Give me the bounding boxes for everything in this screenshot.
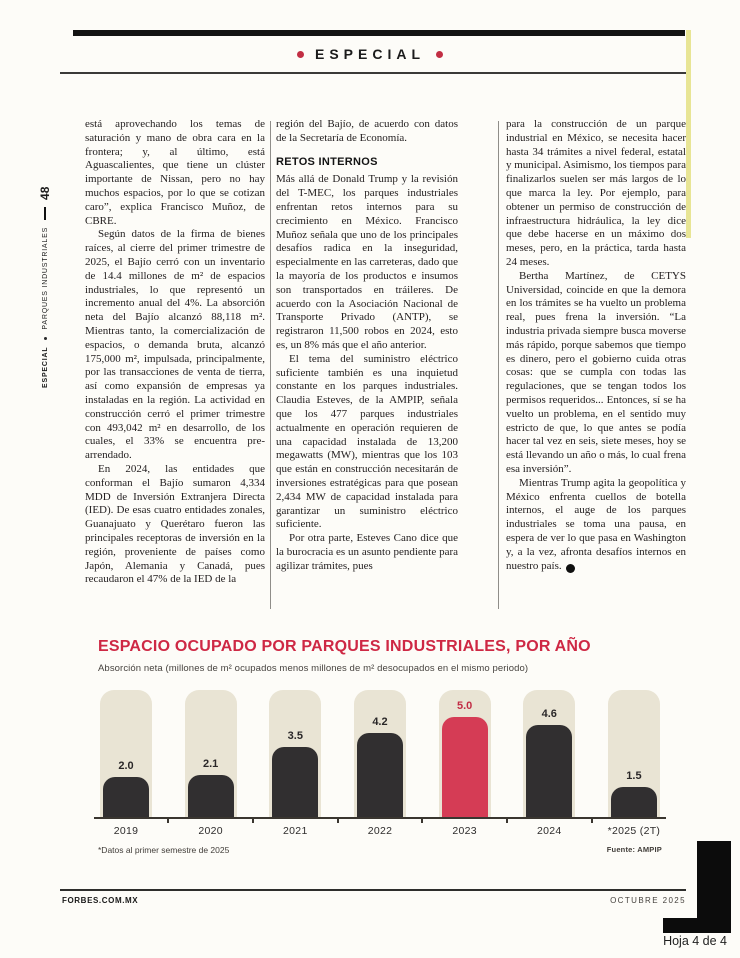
x-axis-tick [506,817,508,823]
paragraph: Por otra parte, Esteves Cano dice que la burocracia es un asunto pendiente para agilizar trámites, pues [276,532,458,572]
bar-value-label: 3.5 [287,730,303,742]
x-axis-tick-label: 2021 [283,825,308,837]
x-axis-tick-label: 2022 [367,825,393,837]
bar-value [526,725,572,817]
sidebar-divider [44,207,46,220]
bar-value-label: 4.6 [541,708,557,720]
subhead-retos-internos: RETOS INTERNOS [276,155,378,168]
paragraph: En 2024, las entidades que conforman el Bajío sumaron 4,334 MDD de Inversión Extranjera Directa (IED). De esas cuatro entidades zonales, Guanajuato y Querétaro fueron las principales receptoras de inversión en la región, proveniente de países como Japón, Alemania y Canadá, pues recaudaron el 47% de la IED de la [85,462,265,586]
chart-plot-area [98,690,662,837]
x-axis-tick-label: 2024 [537,825,562,837]
footer-brand: FORBES.COM.MX [62,896,139,905]
chart-bars [98,690,662,837]
bar-group-2020 [183,690,239,837]
paragraph: región del Bajío, de acuerdo con datos de la Secretaría de Economía. [276,118,458,144]
paragraph: El tema del suministro eléctrico suficiente también es una inquietud constante en los parques industriales. Claudia Esteves, de la AMPIP, señala que los 477 parques industriales actualmente en operación requieren de una capacidad instalada de 13,200 megawatts (MW), mientras que los 103 que están en construcción necesitarán de inversiones estratégicas para que posean 2,434 MW de capacidad instalada para garantizar un suministro eléctrico suficiente. [276,352,458,531]
x-axis-tick [167,817,169,823]
article-column-3 [506,118,686,573]
header-rule [60,72,686,74]
paragraph: Según datos de la firma de bienes raíces, al cierre del primer trimestre de 2025, el Bajío cerró con un inventario de 14.4 millones de m² de espacios industriales, lo que representó un incremento anual del 4%. La absorción neta del Bajío alcanzó 88,118 m². Mientras tanto, la comercialización de espacios, o demanda bruta, alcanzó 175,000 m², impulsada, principalmente, por las transacciones de venta de tierra, así como expansión de empresas ya instaladas en la región. La actividad en construcción cerró el primer trimestre con 493,042 m² en desarrollo, de los cuales, el 33% se encuentra pre-arrendado. [85,228,265,462]
sidebar-page-number: 48 [38,186,52,200]
bar-value [357,733,403,817]
paragraph [506,477,686,574]
column-divider [270,121,271,609]
footer-rule [60,889,686,891]
chart-foot-row [98,845,662,855]
bar-value [103,777,149,817]
red-dot-icon [436,51,443,58]
bar-group-2019 [98,690,154,837]
sidebar-dot-icon [44,337,47,340]
bar-value-label: 5.0 [456,700,473,712]
article-column-2 [276,118,458,574]
bar-group-2024 [521,690,577,837]
x-axis-tick-label: 2023 [452,825,477,837]
bar-value [272,747,318,817]
chart-footnote: *Datos al primer semestre de 2025 [98,845,230,855]
bar-group-2021 [267,690,323,837]
forbes-endmark-icon: F [566,564,575,573]
bar-value-label: 2.1 [203,758,219,770]
footer-issue-date: OCTUBRE 2025 [610,896,686,905]
section-header [0,46,740,62]
article-column-1 [85,118,265,587]
x-axis-tick-label: 2019 [113,825,139,837]
sidebar-vertical-label [37,188,53,388]
paragraph: está aprovechando los temas de saturación y mano de obra cara en la frontera; y, al último, está Aguascalientes, que tiene un clúster importante de Nissan, pero no hay muchos espacios, por lo que se cotizan caro”, explica Francisco Muñoz, de CBRE. [85,118,265,227]
sidebar-topic-label: PARQUES INDUSTRIALES [41,226,49,330]
paragraph: para la construcción de un parque industrial en México, se necesita hacer hasta 34 trámites a nivel federal, estatal y municipal. Asimismo, los tiempos para finalizarlos suelen ser más largos de lo que marca la ley. Por ejemplo, para obtener un permiso de construcción de infraestructura hidráulica, la ley dice que debe hacerse en un máximo dos meses, pero, en la práctica, tarda hasta 24 meses. [506,118,686,268]
chart-source: Fuente: AMPIP [606,845,662,854]
x-axis-tick-label: 2020 [198,825,223,837]
x-axis-tick [337,817,339,823]
paragraph: Más allá de Donald Trump y la revisión del T-MEC, los parques industriales enfrentan retos internos para su crecimiento en México. Francisco Muñoz señala que uno de los principales desafíos radica en la inseguridad, especialmente en las carreteras, dado que la mayoría de los productos e insumos son transportados en tráileres. De acuerdo con la Asociación Nacional de Transporte Privado (ANTP), se registraron 11,500 robos en 2024, esto es, un 8% más que el año anterior. [276,173,458,351]
bar-value [611,787,657,817]
chart-x-axis [94,817,666,819]
bar-value-label: 1.5 [626,770,642,782]
x-axis-tick [591,817,593,823]
bar-group-2022 [352,690,408,837]
chart-title: ESPACIO OCUPADO POR PARQUES INDUSTRIALES, POR AÑO [98,638,591,655]
paragraph-text: Mientras Trump agita la geopolítica y México enfrenta cuellos de botella internos, el auge de los parques industriales se toma una pausa, en espera de ver lo que pasa en Washington y, a la vez, afronta desafíos internos en nuestro país. [506,476,686,572]
bar-value [188,775,234,817]
column-divider [498,121,499,609]
viewer-page-label: Hoja 4 de 4 [663,934,727,948]
bar-value-label: 4.2 [372,716,388,728]
x-axis-tick [421,817,423,823]
x-axis-tick-label: *2025 (2T) [607,825,661,837]
chart-espacio-ocupado [85,638,662,855]
top-rule-bar [73,30,685,36]
red-dot-icon [297,51,304,58]
bar-group-*2025 (2T) [606,690,662,837]
bar-value-label: 2.0 [118,760,134,772]
paragraph: Bertha Martínez, de CETYS Universidad, coincide en que la demora en los trámites se ha vuelto un problema real, pues frena la inversión. “La industria privada siempre busca moverse más rápido, porque sabemos que tiempo es dinero, pero el gobierno cuida otras cosas: que se cumpla con todas las regulaciones, que se tengan todos los permisos requeridos... Entonces, sí se ha vuelto un problema, en el sentido muy estricto de que, lo que antes se podía hacer tal vez en seis, siete meses, hoy se está llevando un año o más, lo cual frena esa inversión”. [506,269,686,475]
corner-mark [663,918,731,933]
bar-value [442,717,488,817]
x-axis-tick [252,817,254,823]
section-header-label: ESPECIAL [314,46,425,62]
sidebar-section-label: ESPECIAL [41,346,49,388]
chart-subtitle: Absorción neta (millones de m² ocupados menos millones de m² desocupados en el mismo periodo) [98,663,529,674]
bar-group-2023 [437,690,493,837]
